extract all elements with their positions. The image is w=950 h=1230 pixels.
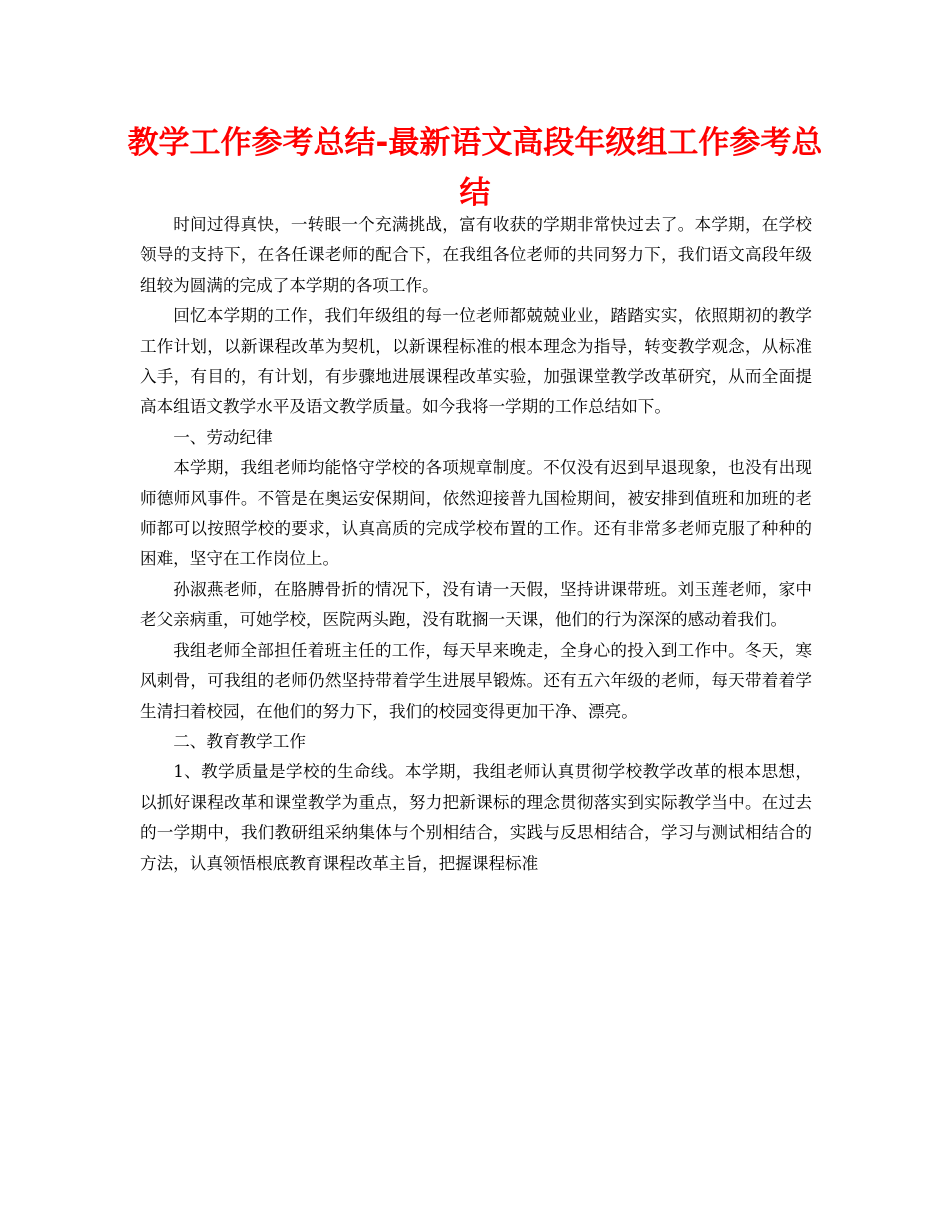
document-title: 教学工作参考总结-最新语文高段年级组工作参考总结 (127, 125, 823, 211)
paragraph-intro: 时间过得真快，一转眼一个充满挑战，富有收获的学期非常快过去了。本学期，在学校领导的支持下，在各任课老师的配合下，在我组各位老师的共同努力下，我们语文高段年级组较为圆满的完成了本学期的各项工作。 (140, 215, 812, 295)
document-body (140, 210, 812, 879)
section-heading-labor-discipline: 一、劳动纪律 (173, 427, 273, 447)
section-heading-teaching-work: 二、教育教学工作 (173, 731, 306, 751)
paragraph-discipline: 本学期，我组老师均能恪守学校的各项规章制度。不仅没有迟到早退现象，也没有出现师德师风事件。不管是在奥运安保期间，依然迎接普九国检期间，被安排到值班和加班的老师都可以按照学校的要求，认真高质的完成学校布置的工作。还有非常多老师克服了种种的困难，坚守在工作岗位上。 (140, 458, 812, 569)
paragraph-review: 回忆本学期的工作，我们年级组的每一位老师都兢兢业业，踏踏实实，依照期初的教学工作计划，以新课程改革为契机，以新课程标准的根本理念为指导，转变教学观念，从标准入手，有目的，有计划，有步骤地进展课程改革实验，加强课堂教学改革研究，从而全面提高本组语文教学水平及语文教学质量。如今我将一学期的工作总结如下。 (140, 306, 812, 417)
paragraph-teaching-quality: 1、教学质量是学校的生命线。本学期，我组老师认真贯彻学校教学改革的根本思想，以抓好课程改革和课堂教学为重点，努力把新课标的理念贯彻落实到实际教学当中。在过去的一学期中，我们教研组采纳集体与个别相结合，实践与反思相结合，学习与测试相结合的方法，认真领悟根底教育课程改革主旨，把握课程标准 (140, 762, 812, 873)
paragraph-head-teachers: 我组老师全部担任着班主任的工作，每天早来晚走，全身心的投入到工作中。冬天，寒风刺骨，可我组的老师仍然坚持带着学生进展早锻炼。还有五六年级的老师，每天带着着学生清扫着校园，在他们的努力下，我们的校园变得更加干净、漂亮。 (140, 640, 812, 721)
paragraph-teacher-examples: 孙淑燕老师，在胳膊骨折的情况下，没有请一天假，坚持讲课带班。刘玉莲老师，家中老父亲病重，可她学校，医院两头跑，没有耽搁一天课，他们的行为深深的感动着我们。 (140, 579, 812, 630)
